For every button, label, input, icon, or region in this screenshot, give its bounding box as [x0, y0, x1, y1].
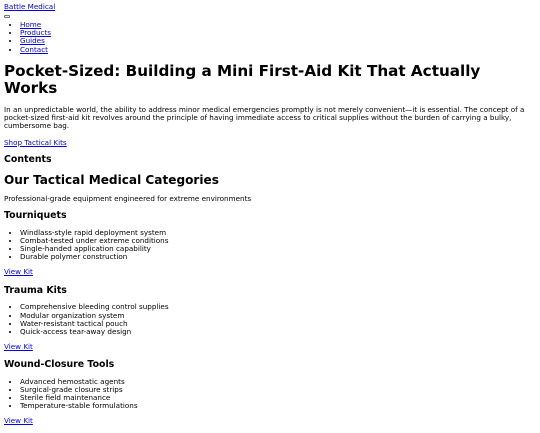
view-kit-link-wound-closure-tools[interactable]: View Kit	[4, 416, 33, 426]
site-header	[4, 3, 536, 54]
nav-item-contact	[20, 46, 536, 54]
categories-section	[4, 174, 536, 433]
feature-item: • Sterile field maintenance	[20, 394, 536, 402]
category-tourniquets	[4, 211, 536, 283]
page-title: Pocket-Sized: Building a Mini First-Aid Kit That Actually Works	[4, 61, 481, 98]
nav-link-contact[interactable]: Contact	[20, 44, 48, 54]
view-kit-link-trauma-kits[interactable]: View Kit	[4, 341, 33, 351]
contents-heading: Contents	[4, 154, 52, 166]
feature-item: • Water-resistant tactical pouch	[20, 320, 536, 328]
intro-paragraph: In an unpredictable world, the ability to address minor medical emergencies promptly is not merely convenient—it is essential. The concept of a pocket-sized first-aid kit revolves around the principle of having immediate access to critical supplies without the burden of carrying a bulky, cumbersome bag.	[4, 104, 525, 131]
hero-section	[4, 63, 536, 153]
categories-subtitle: Professional-grade equipment engineered for extreme environments	[4, 193, 252, 203]
nav-link-home[interactable]: Home	[20, 20, 42, 30]
feature-list	[4, 229, 536, 261]
nav-link-guides[interactable]: Guides	[20, 36, 45, 46]
main-nav	[4, 21, 536, 53]
nav-list	[4, 21, 536, 53]
feature-item: • Durable polymer construction	[20, 253, 536, 261]
menu-toggle-button[interactable]	[4, 15, 10, 18]
category-trauma-kits	[4, 286, 536, 358]
nav-link-products[interactable]: Products	[20, 28, 52, 38]
feature-item: • Combat-tested under extreme conditions	[20, 237, 536, 245]
feature-list	[4, 303, 536, 335]
category-wound-closure-tools	[4, 360, 536, 432]
feature-item: • Modular organization system	[20, 312, 536, 320]
feature-item: • Quick-access tear-away design	[20, 328, 536, 336]
feature-item: • Temperature-stable formulations	[20, 402, 536, 410]
view-kit-link-tourniquets[interactable]: View Kit	[4, 267, 33, 277]
feature-item: • Advanced hemostatic agents	[20, 378, 536, 386]
category-title: Trauma Kits	[4, 284, 67, 296]
nav-item-home	[20, 21, 536, 29]
feature-item: • Surgical-grade closure strips	[20, 386, 536, 394]
category-title: Tourniquets	[4, 210, 67, 222]
nav-item-guides	[20, 37, 536, 45]
feature-item: • Single-handed application capability	[20, 245, 536, 253]
shop-tactical-kits-link[interactable]: Shop Tactical Kits	[4, 137, 67, 147]
nav-item-products	[20, 29, 536, 37]
brand-logo-link[interactable]: Battle Medical	[4, 2, 56, 11]
feature-item: • Comprehensive bleeding control supplies	[20, 303, 536, 311]
category-title: Wound-Closure Tools	[4, 359, 115, 371]
feature-item: • Windlass-style rapid deployment system	[20, 229, 536, 237]
categories-title: Our Tactical Medical Categories	[4, 172, 219, 187]
feature-list	[4, 378, 536, 410]
